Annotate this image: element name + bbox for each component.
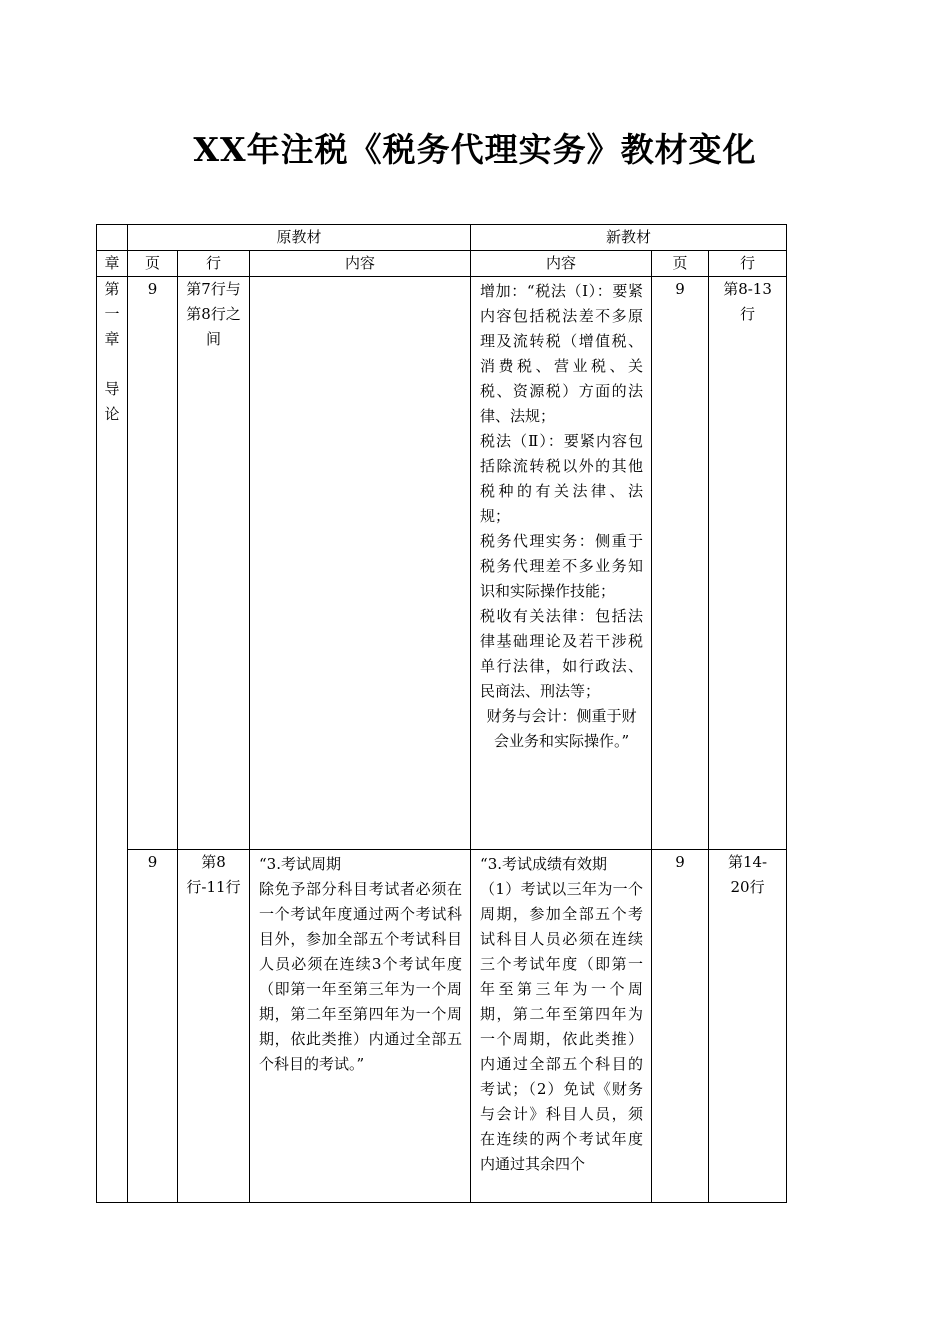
new-content-cell	[471, 850, 652, 1203]
content-paragraph: 税收有关法律：包括法律基础理论及若干涉税单行法律，如行政法、民商法、刑法等；	[480, 607, 644, 700]
orig-line-cell: 第8行-11行	[178, 850, 250, 1203]
new-material-header: 新教材	[471, 225, 787, 251]
new-line-cell: 第14-20行	[709, 850, 787, 1203]
content-paragraph: （1）考试以三年为一个周期，参加全部五个考试科目人员必须在连续三个考试年度（即第一年至第三年为一个周期，第二年至第四年为一个周期，依此类推）内通过全部五个科目的考试；（2）免试《财务与会计》科目人员，须在连续的两个考试年度内通过其余四个	[480, 880, 644, 1173]
new-content-cell	[471, 277, 652, 850]
chapter-char: 章	[104, 330, 120, 348]
chapter-spacer	[97, 352, 127, 377]
content-paragraph: 除免予部分科目考试者必须在一个考试年度通过两个考试科目外，参加全部五个考试科目人员必须在连续3个考试年度（即第一年至第三年为一个周期，第二年至第四年为一个周期，依此类推）内通过全部五个科目的考试。”	[259, 880, 463, 1073]
chapter-char: 一	[104, 305, 120, 323]
content-paragraph: 增加：“税法（Ⅰ）：要紧内容包括税法差不多原理及流转税（增值税、消费税、营业税、关税、资源税）方面的法律、法规；	[480, 282, 644, 425]
orig-page-cell: 9	[128, 277, 178, 850]
orig-content-header: 内容	[250, 251, 471, 277]
new-page-cell: 9	[652, 850, 709, 1203]
new-page-header: 页	[652, 251, 709, 277]
content-paragraph: “3.考试成绩有效期	[480, 855, 608, 873]
orig-line-header: 行	[178, 251, 250, 277]
original-material-header: 原教材	[128, 225, 471, 251]
new-content-header: 内容	[471, 251, 652, 277]
new-line-header: 行	[709, 251, 787, 277]
chapter-header: 章	[97, 251, 128, 277]
orig-content-cell	[250, 850, 471, 1203]
chapter-cell	[97, 277, 128, 1203]
new-line-cell: 第8-13行	[709, 277, 787, 850]
chapter-char: 论	[104, 405, 120, 423]
chapter-char: 导	[104, 380, 120, 398]
group-header-row	[97, 225, 787, 251]
orig-page-header: 页	[128, 251, 178, 277]
chapter-char: 第	[104, 280, 120, 298]
content-paragraph: 税务代理实务：侧重于税务代理差不多业务知识和实际操作技能；	[480, 532, 644, 600]
orig-line-cell: 第7行与第8行之间	[178, 277, 250, 850]
content-paragraph: “3.考试周期	[259, 855, 341, 873]
column-header-row	[97, 251, 787, 277]
table-row	[97, 850, 787, 1203]
page-title: XX年注税《税务代理实务》教材变化	[193, 130, 757, 169]
content-paragraph: 财务与会计：侧重于财会业务和实际操作。”	[486, 707, 637, 750]
content-paragraph: 税法（Ⅱ）：要紧内容包括除流转税以外的其他税种的有关法律、法规；	[480, 432, 644, 525]
new-page-cell: 9	[652, 277, 709, 850]
orig-page-cell: 9	[128, 850, 178, 1203]
blank-header-cell	[97, 225, 128, 251]
changes-table	[96, 224, 787, 1203]
orig-content-cell	[250, 277, 471, 850]
table-row	[97, 277, 787, 850]
